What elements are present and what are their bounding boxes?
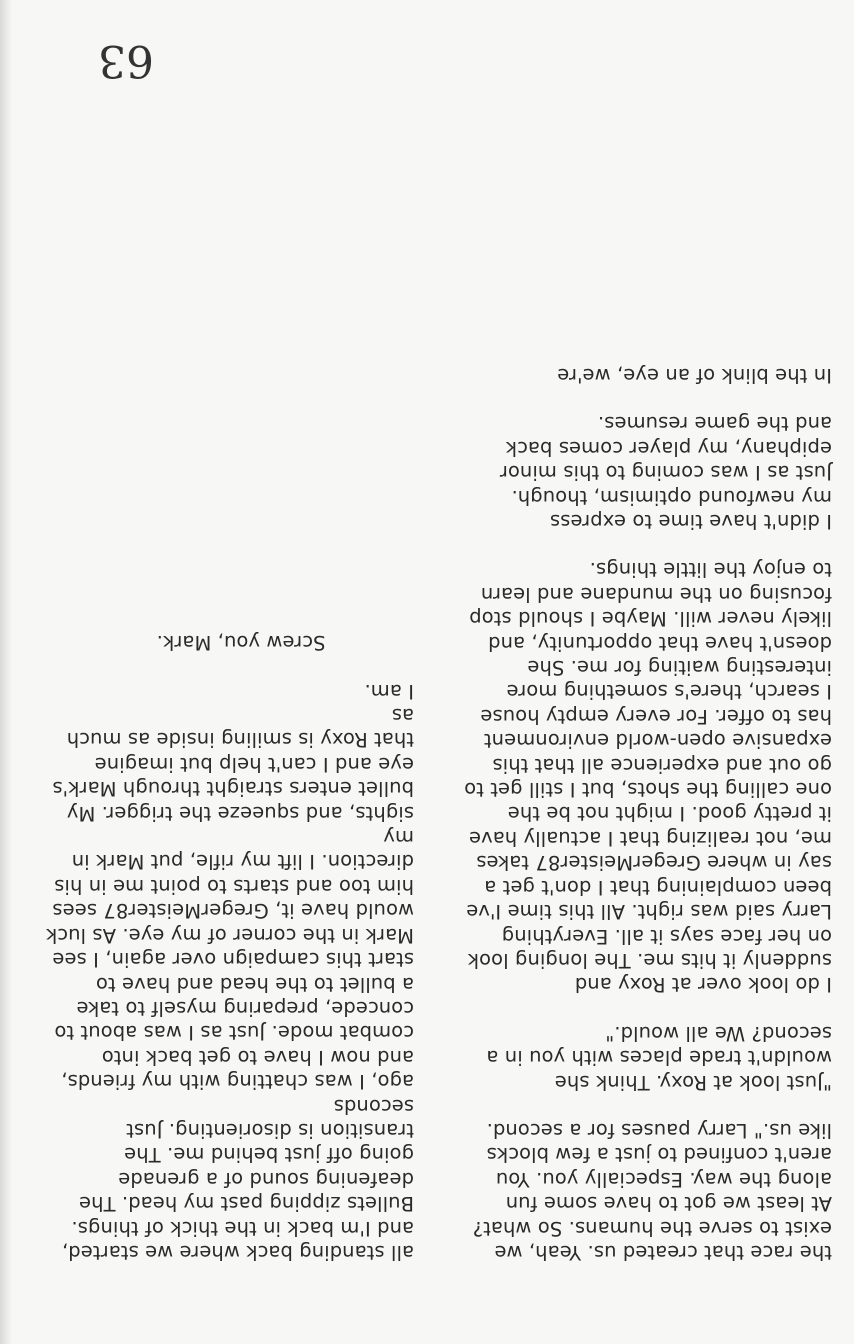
paragraph: In the blink of an eye, we're: [557, 364, 832, 387]
paragraph: the race that created us. Yeah, we exist to serve the humans. So what? At least we got to have some fun along the way. Especially you. You aren't confined to just a few blocks like us." Larry pauses for a second.: [472, 1118, 832, 1264]
paragraph: I didn't have time to express my newfound optimism, though. Just as I was coming to this minor epiphany, my player comes back and the game resumes.: [499, 412, 832, 534]
closing-line: Screw you, Mark.: [156, 631, 326, 655]
paragraph: all standing back where we started, and I'm back in the thick of things. Bullets zipping past my head. The deafening sound of a grenade going off just behind me. The transition is disorienting. Just seconds ago, I was chatting with my friends, and now I have to get back into combat mode. Just as I was about to concede, preparing myself to take a bullet to the head and have to start this campaign over again, I see Mark in the corner of my eye. As luck would have it, GregerMeister87 sees him too and starts to point me in his direction. I lift my rifle, put Mark in my sights, and squeeze the trigger. My bullet enters straight through Mark's eye and I can't help but imagine that Roxy is smiling inside as much as I am.: [45, 679, 414, 1264]
paragraph: "Just look at Roxy. Think she wouldn't trade places with you in a second? We all would.": [486, 1021, 832, 1094]
paragraph: I do look over at Roxy and suddenly it hits me. The longing look on her face says it all. Everything Larry said was right. All this time I've been complaining that I don't get a say in where GregerMeister87 takes me, not realizing that I actually have it pretty good. I might not be the one calling the shots, but I still get to go out and experience all that this expansive open-world environment has to offer. For every empty house I search, there's something more interesting waiting for me. She doesn't have that opportunity, and likely never will. Maybe I should stop focusing on the mundane and learn to enjoy the little things.: [464, 558, 832, 997]
left-text-column: [462, 363, 832, 1264]
right-text-column: [44, 630, 414, 1264]
page-number: 63: [98, 35, 154, 86]
